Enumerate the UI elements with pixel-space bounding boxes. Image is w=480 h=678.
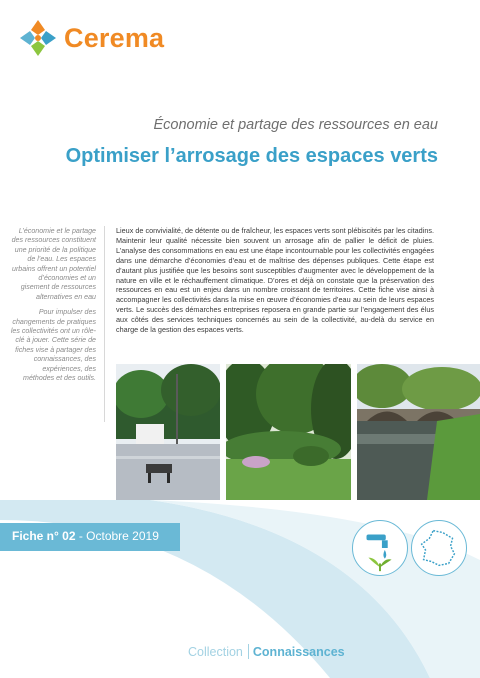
collection-name: Connaissances: [252, 645, 345, 659]
canal-bridge-photo: [357, 364, 480, 500]
brand-name: Cerema: [64, 22, 165, 53]
cerema-logo: [18, 18, 164, 58]
urban-square-photo: [116, 364, 220, 500]
sidebar-paragraph: L’économie et le partage des ressources constituent une priorité de la politique de l’eau. Les espaces urbains offrent un potentiel d’économies et un gisement de ressources alternatives en eau: [11, 227, 96, 301]
cerema-logo-icon: [18, 18, 58, 58]
column-divider: [104, 226, 105, 422]
fiche-label: [12, 529, 159, 543]
france-map-icon: [411, 520, 467, 576]
fiche-number: Fiche n° 02: [12, 529, 76, 543]
intro-paragraph: Lieux de convivialité, de détente ou de fraîcheur, les espaces verts sont plébiscités par les citadins. Maintenir leur qualité nécessite bien souvent un arrosage afin de pallier le déficit de pluies. L’analyse des consommations en eau est une étape incontournable pour les collectivités engagées dans une démarche d’économies d’eau et de maîtrise des dépenses publiques. Cette étape est d’autant plus justifiée que les besoins sont susceptibles d’augmenter avec le développement de la nature en ville et le réchauffement climatique. D’ores et déjà on constate que la préservation des ressources en eau est un enjeu dans un nombre croissant de territoires. Cette fiche vise ainsi à accompagner les collectivités dans la mise en œuvre d’économies d’eau au sein de leurs espaces verts. Le succès des démarches entreprises reposera en grande partie sur l’engagement des élus aux côtés des services techniques concernés au sein de la collectivité, au-delà du service en charge de la gestion des espaces verts.: [116, 226, 434, 335]
collection-separator: [248, 644, 249, 659]
sidebar-paragraph: Pour impulser des changements de pratiques les collectivités ont un rôle-clé à jouer. Cette série de fiches vise à partager des connaissances, des expériences, des méthodes et des outils.: [10, 308, 96, 383]
document-title: Optimiser l’arrosage des espaces verts: [65, 145, 438, 167]
water-tap-plant-icon: [352, 520, 408, 576]
fiche-date: - Octobre 2019: [75, 529, 159, 543]
park-garden-photo: [226, 364, 351, 500]
collection-label: [188, 644, 345, 659]
sidebar-note: [10, 227, 96, 390]
document-subtitle: Économie et partage des ressources en eau: [153, 117, 438, 133]
collection-word: Collection: [188, 645, 243, 659]
